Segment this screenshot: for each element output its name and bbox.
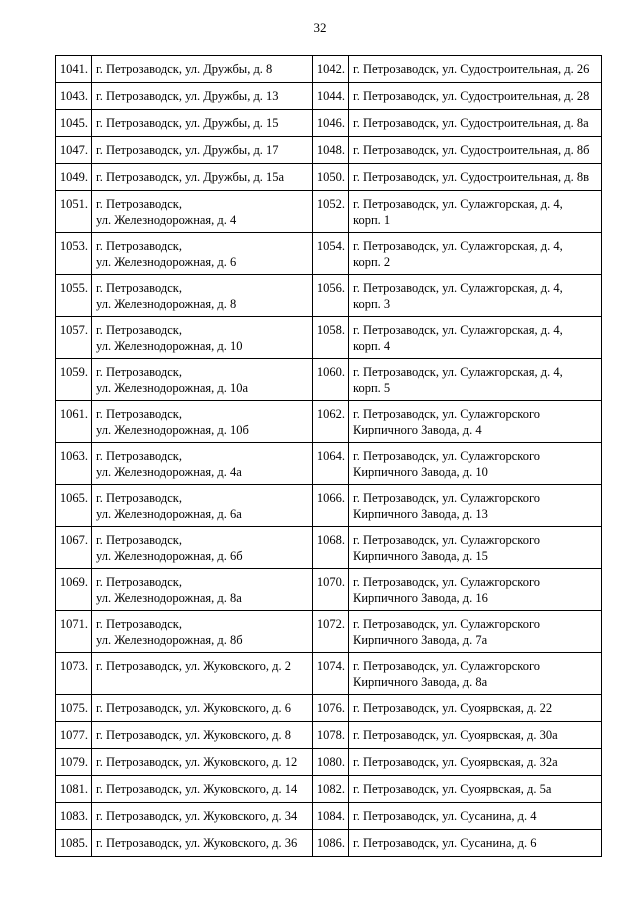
entry-number: 1069.: [56, 569, 92, 611]
table-row: [56, 830, 602, 857]
table-row: [56, 653, 602, 695]
address-cell: г. Петрозаводск, ул. Сулажгорского Кирпичного Завода, д. 8а: [349, 653, 602, 695]
table-row: [56, 233, 602, 275]
table-row: [56, 137, 602, 164]
address-cell: г. Петрозаводск, ул. Жуковского, д. 6: [92, 695, 313, 722]
address-cell: г. Петрозаводск, ул. Сулажгорского Кирпичного Завода, д. 10: [349, 443, 602, 485]
entry-number: 1059.: [56, 359, 92, 401]
address-cell: г. Петрозаводск, ул. Сулажгорского Кирпичного Завода, д. 15: [349, 527, 602, 569]
entry-number: 1048.: [313, 137, 349, 164]
address-cell: г. Петрозаводск, ул. Железнодорожная, д. 8а: [92, 569, 313, 611]
table-row: [56, 164, 602, 191]
entry-number: 1051.: [56, 191, 92, 233]
address-cell: г. Петрозаводск, ул. Железнодорожная, д. 6а: [92, 485, 313, 527]
address-cell: г. Петрозаводск, ул. Железнодорожная, д. 6б: [92, 527, 313, 569]
address-cell: г. Петрозаводск, ул. Жуковского, д. 34: [92, 803, 313, 830]
entry-number: 1084.: [313, 803, 349, 830]
table-row: [56, 191, 602, 233]
table-row: [56, 611, 602, 653]
table-row: [56, 485, 602, 527]
table-row: [56, 275, 602, 317]
entry-number: 1073.: [56, 653, 92, 695]
entry-number: 1072.: [313, 611, 349, 653]
entry-number: 1086.: [313, 830, 349, 857]
address-cell: г. Петрозаводск, ул. Железнодорожная, д. 10: [92, 317, 313, 359]
entry-number: 1080.: [313, 749, 349, 776]
address-cell: г. Петрозаводск, ул. Дружбы, д. 17: [92, 137, 313, 164]
address-cell: г. Петрозаводск, ул. Сулажгорского Кирпичного Завода, д. 7а: [349, 611, 602, 653]
entry-number: 1062.: [313, 401, 349, 443]
entry-number: 1064.: [313, 443, 349, 485]
address-cell: г. Петрозаводск, ул. Сулажгорская, д. 4, корп. 1: [349, 191, 602, 233]
address-cell: г. Петрозаводск, ул. Суоярвская, д. 22: [349, 695, 602, 722]
address-cell: г. Петрозаводск, ул. Суоярвская, д. 32а: [349, 749, 602, 776]
address-cell: г. Петрозаводск, ул. Сулажгорская, д. 4, корп. 5: [349, 359, 602, 401]
page-number: 32: [313, 20, 327, 35]
address-table: [55, 55, 602, 857]
address-cell: г. Петрозаводск, ул. Жуковского, д. 36: [92, 830, 313, 857]
entry-number: 1079.: [56, 749, 92, 776]
entry-number: 1075.: [56, 695, 92, 722]
address-cell: г. Петрозаводск, ул. Судостроительная, д. 8б: [349, 137, 602, 164]
entry-number: 1063.: [56, 443, 92, 485]
address-cell: г. Петрозаводск, ул. Сулажгорского Кирпичного Завода, д. 13: [349, 485, 602, 527]
entry-number: 1085.: [56, 830, 92, 857]
table-row: [56, 110, 602, 137]
address-cell: г. Петрозаводск, ул. Железнодорожная, д. 6: [92, 233, 313, 275]
address-cell: г. Петрозаводск, ул. Жуковского, д. 8: [92, 722, 313, 749]
entry-number: 1071.: [56, 611, 92, 653]
entry-number: 1045.: [56, 110, 92, 137]
entry-number: 1082.: [313, 776, 349, 803]
address-cell: г. Петрозаводск, ул. Сулажгорского Кирпичного Завода, д. 16: [349, 569, 602, 611]
address-cell: г. Петрозаводск, ул. Железнодорожная, д. 8б: [92, 611, 313, 653]
entry-number: 1057.: [56, 317, 92, 359]
address-cell: г. Петрозаводск, ул. Судостроительная, д. 28: [349, 83, 602, 110]
table-row: [56, 317, 602, 359]
table-row: [56, 569, 602, 611]
entry-number: 1049.: [56, 164, 92, 191]
address-cell: г. Петрозаводск, ул. Сулажгорская, д. 4, корп. 2: [349, 233, 602, 275]
address-table-body: [56, 56, 602, 857]
entry-number: 1068.: [313, 527, 349, 569]
entry-number: 1078.: [313, 722, 349, 749]
address-cell: г. Петрозаводск, ул. Сулажгорская, д. 4, корп. 3: [349, 275, 602, 317]
address-cell: г. Петрозаводск, ул. Жуковского, д. 12: [92, 749, 313, 776]
address-cell: г. Петрозаводск, ул. Дружбы, д. 8: [92, 56, 313, 83]
address-cell: г. Петрозаводск, ул. Железнодорожная, д. 4: [92, 191, 313, 233]
address-cell: г. Петрозаводск, ул. Железнодорожная, д. 8: [92, 275, 313, 317]
address-cell: г. Петрозаводск, ул. Железнодорожная, д. 10а: [92, 359, 313, 401]
address-cell: г. Петрозаводск, ул. Судостроительная, д. 8в: [349, 164, 602, 191]
entry-number: 1053.: [56, 233, 92, 275]
entry-number: 1047.: [56, 137, 92, 164]
address-cell: г. Петрозаводск, ул. Судостроительная, д. 8а: [349, 110, 602, 137]
entry-number: 1043.: [56, 83, 92, 110]
table-row: [56, 83, 602, 110]
entry-number: 1041.: [56, 56, 92, 83]
entry-number: 1058.: [313, 317, 349, 359]
table-row: [56, 695, 602, 722]
address-cell: г. Петрозаводск, ул. Жуковского, д. 2: [92, 653, 313, 695]
entry-number: 1055.: [56, 275, 92, 317]
entry-number: 1074.: [313, 653, 349, 695]
entry-number: 1061.: [56, 401, 92, 443]
table-row: [56, 776, 602, 803]
table-row: [56, 722, 602, 749]
entry-number: 1067.: [56, 527, 92, 569]
address-cell: г. Петрозаводск, ул. Железнодорожная, д. 4а: [92, 443, 313, 485]
entry-number: 1065.: [56, 485, 92, 527]
entry-number: 1060.: [313, 359, 349, 401]
entry-number: 1044.: [313, 83, 349, 110]
table-row: [56, 401, 602, 443]
address-cell: г. Петрозаводск, ул. Дружбы, д. 15: [92, 110, 313, 137]
entry-number: 1066.: [313, 485, 349, 527]
address-cell: г. Петрозаводск, ул. Сулажгорского Кирпичного Завода, д. 4: [349, 401, 602, 443]
address-cell: г. Петрозаводск, ул. Сулажгорская, д. 4, корп. 4: [349, 317, 602, 359]
entry-number: 1056.: [313, 275, 349, 317]
address-cell: г. Петрозаводск, ул. Дружбы, д. 15а: [92, 164, 313, 191]
address-cell: г. Петрозаводск, ул. Жуковского, д. 14: [92, 776, 313, 803]
table-row: [56, 527, 602, 569]
entry-number: 1081.: [56, 776, 92, 803]
entry-number: 1070.: [313, 569, 349, 611]
entry-number: 1083.: [56, 803, 92, 830]
entry-number: 1054.: [313, 233, 349, 275]
entry-number: 1077.: [56, 722, 92, 749]
address-cell: г. Петрозаводск, ул. Сусанина, д. 6: [349, 830, 602, 857]
entry-number: 1050.: [313, 164, 349, 191]
address-cell: г. Петрозаводск, ул. Дружбы, д. 13: [92, 83, 313, 110]
address-cell: г. Петрозаводск, ул. Железнодорожная, д. 10б: [92, 401, 313, 443]
table-row: [56, 359, 602, 401]
entry-number: 1052.: [313, 191, 349, 233]
table-row: [56, 749, 602, 776]
table-row: [56, 56, 602, 83]
table-row: [56, 443, 602, 485]
table-row: [56, 803, 602, 830]
address-cell: г. Петрозаводск, ул. Судостроительная, д. 26: [349, 56, 602, 83]
address-cell: г. Петрозаводск, ул. Суоярвская, д. 5а: [349, 776, 602, 803]
entry-number: 1042.: [313, 56, 349, 83]
address-cell: г. Петрозаводск, ул. Сусанина, д. 4: [349, 803, 602, 830]
entry-number: 1076.: [313, 695, 349, 722]
entry-number: 1046.: [313, 110, 349, 137]
address-cell: г. Петрозаводск, ул. Суоярвская, д. 30а: [349, 722, 602, 749]
